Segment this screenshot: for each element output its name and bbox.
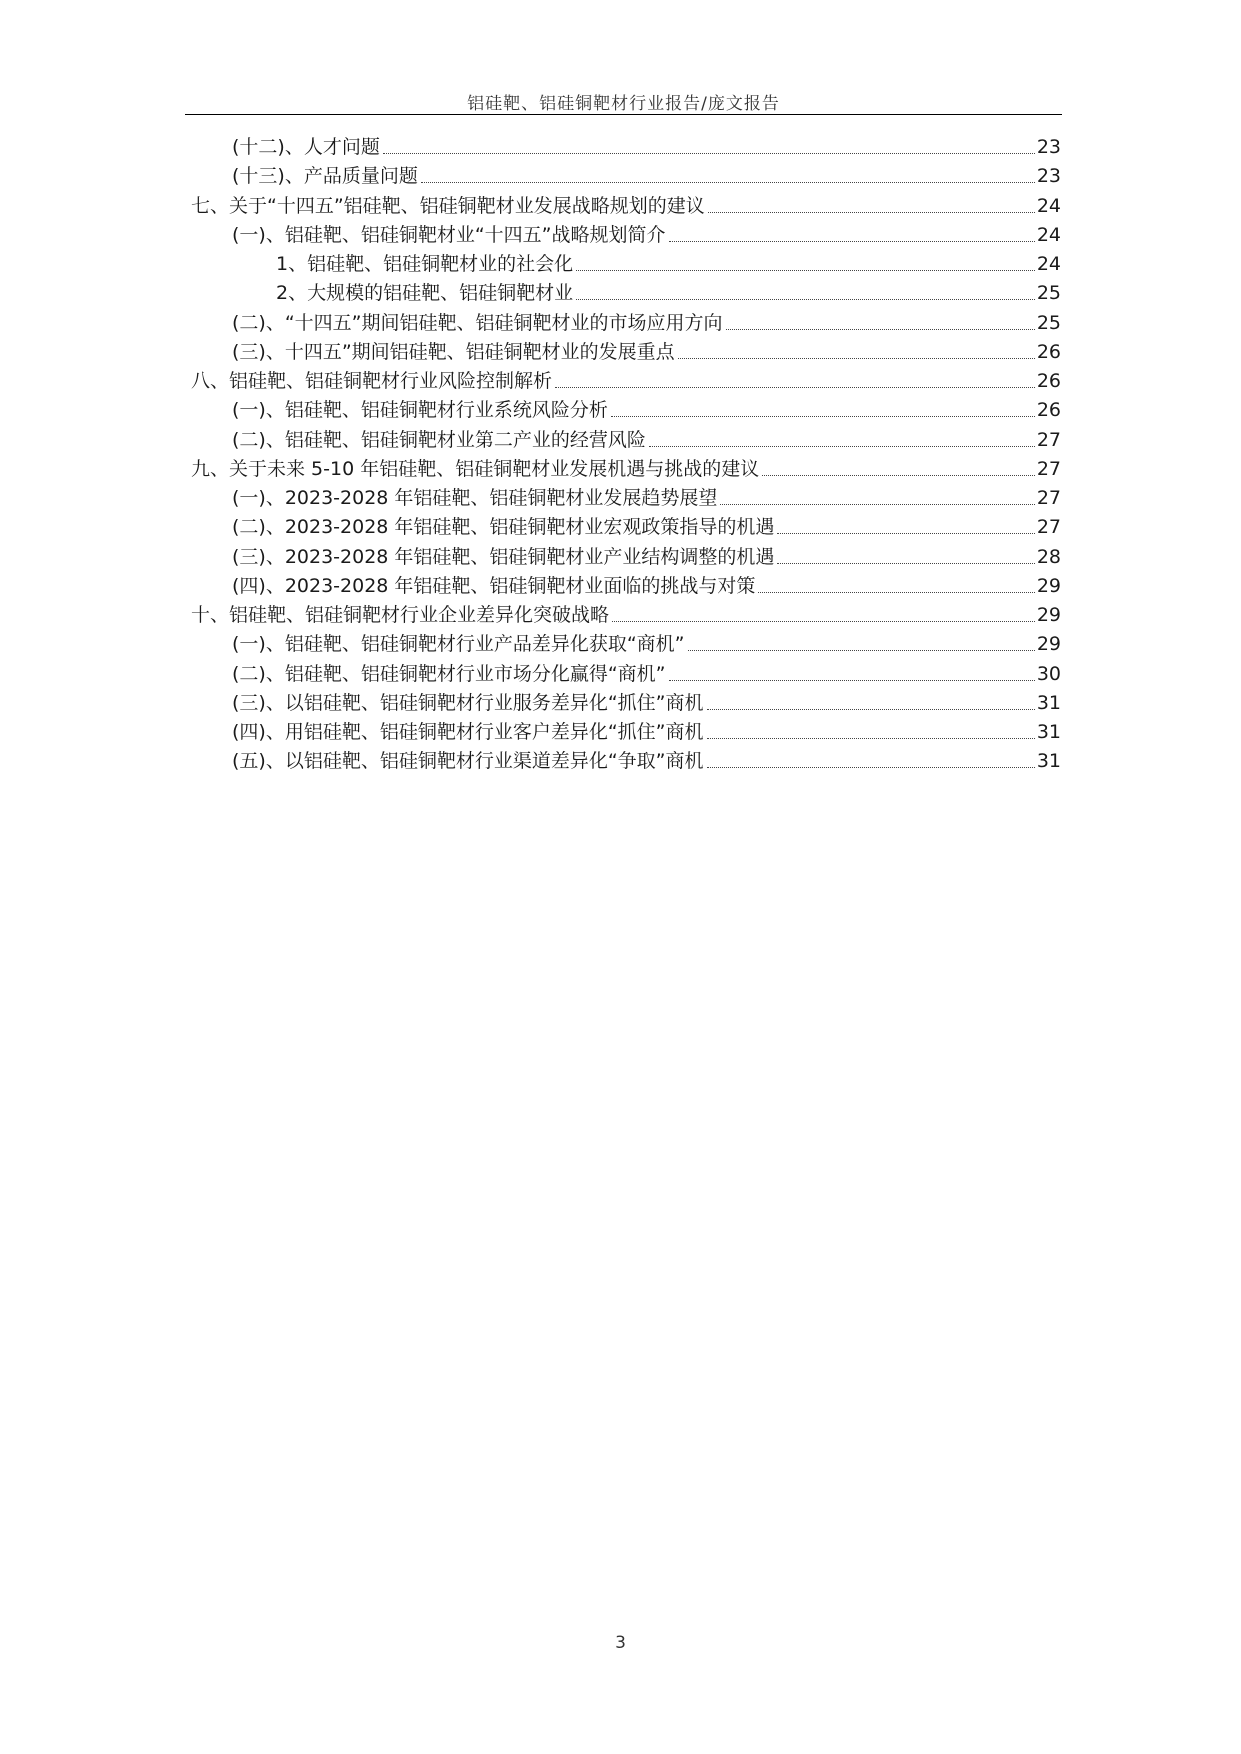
toc-dot-leader bbox=[762, 475, 1035, 476]
toc-dot-leader bbox=[707, 709, 1035, 710]
toc-entry[interactable] bbox=[232, 339, 1061, 365]
toc-entry[interactable] bbox=[191, 193, 1061, 219]
toc-dot-leader bbox=[678, 358, 1035, 359]
toc-entry-title: (三)、2023-2028 年铝硅靶、铝硅铜靶材业产业结构调整的机遇 bbox=[232, 545, 775, 568]
toc-entry[interactable] bbox=[232, 661, 1061, 687]
toc-entry-title: (五)、以铝硅靶、铝硅铜靶材行业渠道差异化“争取”商机 bbox=[232, 750, 704, 773]
toc-entry-page: 27 bbox=[1036, 516, 1061, 539]
toc-entry[interactable] bbox=[276, 251, 1061, 277]
toc-entry-title: (一)、铝硅靶、铝硅铜靶材行业产品差异化获取“商机” bbox=[232, 633, 685, 656]
toc-entry[interactable] bbox=[276, 280, 1061, 306]
toc-dot-leader bbox=[576, 299, 1035, 300]
toc-entry-page: 24 bbox=[1036, 223, 1061, 246]
toc-entry-page: 28 bbox=[1036, 545, 1061, 568]
toc-entry-title: (二)、“十四五”期间铝硅靶、铝硅铜靶材业的市场应用方向 bbox=[232, 311, 723, 334]
toc-entry-title: 九、关于未来 5-10 年铝硅靶、铝硅铜靶材业发展机遇与挑战的建议 bbox=[191, 457, 760, 480]
toc-dot-leader bbox=[649, 446, 1035, 447]
toc-entry-page: 29 bbox=[1036, 633, 1061, 656]
toc-dot-leader bbox=[612, 621, 1035, 622]
toc-entry-page: 29 bbox=[1036, 574, 1061, 597]
toc-entry-page: 27 bbox=[1036, 487, 1061, 509]
toc-entry-title: (二)、铝硅靶、铝硅铜靶材行业市场分化赢得“商机” bbox=[232, 662, 666, 685]
toc-entry[interactable] bbox=[232, 631, 1061, 657]
toc-entry-page: 31 bbox=[1036, 721, 1061, 743]
toc-entry[interactable] bbox=[232, 397, 1061, 423]
toc-dot-leader bbox=[708, 212, 1035, 213]
toc-entry-title: (一)、铝硅靶、铝硅铜靶材业“十四五”战略规划简介 bbox=[232, 223, 666, 246]
toc-entry[interactable] bbox=[232, 134, 1061, 160]
toc-entry[interactable] bbox=[232, 514, 1061, 540]
toc-dot-leader bbox=[758, 592, 1034, 593]
toc-dot-leader bbox=[707, 767, 1035, 768]
toc-entry-title: (三)、十四五”期间铝硅靶、铝硅铜靶材业的发展重点 bbox=[232, 340, 675, 363]
toc-entry-title: (一)、铝硅靶、铝硅铜靶材行业系统风险分析 bbox=[232, 399, 608, 422]
toc-dot-leader bbox=[777, 563, 1034, 564]
toc-entry-page: 26 bbox=[1036, 370, 1061, 392]
toc-entry-page: 26 bbox=[1036, 340, 1061, 363]
toc-entry-title: 七、关于“十四五”铝硅靶、铝硅铜靶材业发展战略规划的建议 bbox=[191, 194, 705, 217]
toc-dot-leader bbox=[383, 153, 1035, 154]
toc-entry-title: (十三)、产品质量问题 bbox=[232, 165, 418, 188]
toc-entry-title: 八、铝硅靶、铝硅铜靶材行业风险控制解析 bbox=[191, 370, 553, 392]
toc-entry-title: (十二)、人才问题 bbox=[232, 136, 380, 158]
toc-dot-leader bbox=[576, 270, 1035, 271]
toc-dot-leader bbox=[611, 416, 1035, 417]
toc-entry[interactable] bbox=[232, 222, 1061, 248]
toc-entry[interactable] bbox=[232, 310, 1061, 336]
toc-entry[interactable] bbox=[232, 485, 1061, 511]
toc-entry-page: 23 bbox=[1036, 165, 1061, 188]
toc-entry-page: 27 bbox=[1036, 457, 1061, 480]
toc-entry-page: 27 bbox=[1036, 428, 1061, 451]
toc-entry[interactable] bbox=[232, 573, 1061, 599]
toc-dot-leader bbox=[777, 533, 1034, 534]
page-number: 3 bbox=[615, 1633, 626, 1653]
toc-entry-page: 29 bbox=[1036, 604, 1061, 626]
toc-entry-page: 26 bbox=[1036, 399, 1061, 422]
toc-entry[interactable] bbox=[232, 690, 1061, 716]
toc-dot-leader bbox=[421, 182, 1035, 183]
toc-entry-page: 31 bbox=[1036, 691, 1061, 714]
toc-entry-page: 25 bbox=[1036, 282, 1061, 305]
toc-dot-leader bbox=[720, 504, 1034, 505]
toc-entry-title: (二)、2023-2028 年铝硅靶、铝硅铜靶材业宏观政策指导的机遇 bbox=[232, 516, 775, 539]
toc-entry-title: (四)、2023-2028 年铝硅靶、铝硅铜靶材业面临的挑战与对策 bbox=[232, 574, 756, 597]
toc-entry-page: 31 bbox=[1036, 750, 1061, 773]
toc-entry[interactable] bbox=[232, 544, 1061, 570]
toc-entry-page: 24 bbox=[1036, 253, 1061, 275]
toc-entry[interactable] bbox=[232, 719, 1061, 745]
toc-entry-page: 24 bbox=[1036, 194, 1061, 217]
toc-dot-leader bbox=[688, 650, 1035, 651]
toc-entry-title: 1、铝硅靶、铝硅铜靶材业的社会化 bbox=[276, 253, 574, 275]
toc-entry-page: 23 bbox=[1036, 136, 1061, 158]
toc-entry-title: (三)、以铝硅靶、铝硅铜靶材行业服务差异化“抓住”商机 bbox=[232, 691, 704, 714]
toc-entry[interactable] bbox=[191, 602, 1061, 628]
toc-entry-title: 2、大规模的铝硅靶、铝硅铜靶材业 bbox=[276, 282, 574, 305]
toc-entry-title: 十、铝硅靶、铝硅铜靶材行业企业差异化突破战略 bbox=[191, 604, 610, 626]
toc-entry[interactable] bbox=[191, 456, 1061, 482]
toc-dot-leader bbox=[726, 329, 1035, 330]
toc-dot-leader bbox=[669, 241, 1035, 242]
toc-entry-title: (一)、2023-2028 年铝硅靶、铝硅铜靶材业发展趋势展望 bbox=[232, 487, 718, 509]
toc-entry[interactable] bbox=[191, 368, 1061, 394]
toc-entry-page: 25 bbox=[1036, 311, 1061, 334]
toc-entry-page: 30 bbox=[1036, 662, 1061, 685]
toc-entry[interactable] bbox=[232, 427, 1061, 453]
toc-entry-title: (四)、用铝硅靶、铝硅铜靶材行业客户差异化“抓住”商机 bbox=[232, 721, 704, 743]
toc-dot-leader bbox=[555, 387, 1035, 388]
running-header: 铝硅靶、铝硅铜靶材行业报告/庞文报告 bbox=[467, 94, 780, 114]
toc-entry-title: (二)、铝硅靶、铝硅铜靶材业第二产业的经营风险 bbox=[232, 428, 646, 451]
toc-entry[interactable] bbox=[232, 748, 1061, 774]
toc-dot-leader bbox=[669, 680, 1035, 681]
toc-dot-leader bbox=[707, 738, 1035, 739]
toc-entry[interactable] bbox=[232, 163, 1061, 189]
